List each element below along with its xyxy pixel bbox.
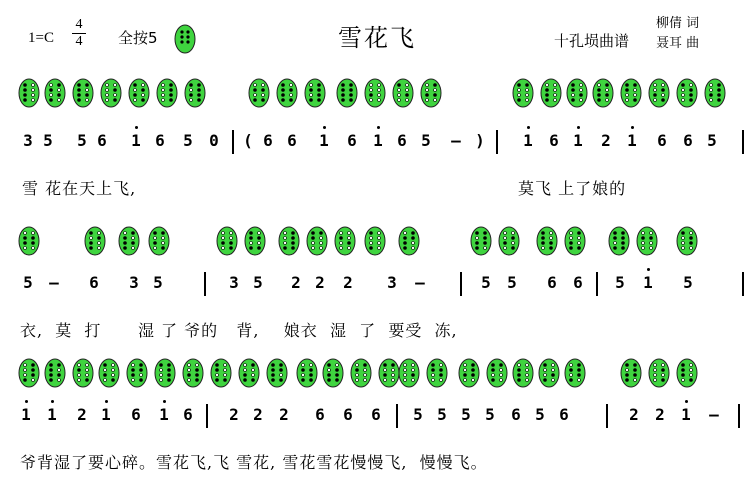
notes-row-1	[0, 130, 754, 156]
ocarina-fingering-icon	[592, 78, 614, 108]
note: 5	[77, 131, 87, 150]
bar-line	[606, 404, 608, 428]
note: 6	[397, 131, 407, 150]
note: 6	[315, 405, 325, 424]
ocarina-fingering-icon	[18, 78, 40, 108]
ocarina-fingering-icon	[98, 358, 120, 388]
note: 3	[229, 273, 239, 292]
note: 6	[683, 131, 693, 150]
note: 5	[707, 131, 717, 150]
note: 2	[343, 273, 353, 292]
note: 5	[461, 405, 471, 424]
note: –	[49, 273, 59, 292]
ocarina-fingering-icon	[648, 358, 670, 388]
ocarina-fingering-icon	[126, 358, 148, 388]
note: 6	[89, 273, 99, 292]
ocarina-fingering-icon	[486, 358, 508, 388]
note: –	[709, 405, 719, 424]
note: 1	[678, 404, 694, 426]
ocarina-fingering-icon	[566, 78, 588, 108]
ocarina-fingering-icon	[18, 226, 40, 256]
ocarina-fingering-icon	[350, 358, 372, 388]
page-title: 雪花飞	[338, 24, 416, 52]
note: 6	[547, 273, 557, 292]
note: 2	[315, 273, 325, 292]
ocarina-fingering-icon	[248, 78, 270, 108]
ocarina-fingering-icon	[278, 226, 300, 256]
bar-line	[206, 404, 208, 428]
ocarina-fingering-icon	[84, 226, 106, 256]
note: 6	[97, 131, 107, 150]
lyrics-row-3: 爷背湿了要心碎。雪花飞,飞 雪花, 雪花雪花慢慢飞, 慢慢飞。	[20, 453, 488, 472]
ocarina-row-3	[0, 356, 754, 390]
note: –	[415, 273, 425, 292]
ocarina-fingering-icon	[304, 78, 326, 108]
note: 6	[287, 131, 297, 150]
note: 5	[253, 273, 263, 292]
ocarina-fingering-icon	[44, 358, 66, 388]
lyrics-row-1b: 莫飞 上了娘的	[518, 179, 627, 198]
ocarina-fingering-icon	[458, 358, 480, 388]
note: 5	[413, 405, 423, 424]
ocarina-fingering-icon	[322, 358, 344, 388]
ocarina-fingering-icon	[540, 78, 562, 108]
lyricist: 柳倩 词	[656, 16, 700, 31]
ocarina-fingering-icon	[156, 78, 178, 108]
bar-line	[738, 404, 740, 428]
note: 5	[43, 131, 53, 150]
note: 2	[229, 405, 239, 424]
ocarina-fingering-icon	[608, 226, 630, 256]
ocarina-fingering-icon	[182, 358, 204, 388]
bar-line	[742, 272, 744, 296]
note: 3	[23, 131, 33, 150]
note: 1	[156, 404, 172, 426]
note: 1	[520, 130, 536, 152]
ocarina-fingering-icon	[336, 78, 358, 108]
ocarina-row-1	[0, 76, 754, 110]
ocarina-fingering-icon	[72, 358, 94, 388]
notes-row-2	[0, 272, 754, 298]
note: 0	[209, 131, 219, 150]
bar-line	[496, 130, 498, 154]
note: 5	[615, 273, 625, 292]
ocarina-fingering-icon	[184, 78, 206, 108]
ocarina-fingering-icon	[512, 78, 534, 108]
note: 6	[263, 131, 273, 150]
composer: 聂耳 曲	[656, 36, 700, 51]
ocarina-fingering-icon	[210, 358, 232, 388]
ocarina-fingering-icon	[426, 358, 448, 388]
note: 5	[23, 273, 33, 292]
ocarina-fingering-icon	[512, 358, 534, 388]
ocarina-fingering-icon	[470, 226, 492, 256]
note: 1	[18, 404, 34, 426]
notes-row-3	[0, 404, 754, 430]
ocarina-fingering-icon	[676, 358, 698, 388]
credits	[656, 14, 699, 54]
note: 5	[153, 273, 163, 292]
ocarina-fingering-icon	[238, 358, 260, 388]
bar-line	[204, 272, 206, 296]
fingering-note: 全按5	[118, 29, 158, 47]
note: 1	[640, 272, 656, 294]
note: 6	[573, 273, 583, 292]
note: 5	[535, 405, 545, 424]
note: 5	[507, 273, 517, 292]
note: 1	[624, 130, 640, 152]
note: 2	[291, 273, 301, 292]
lyrics-row-2: 衣, 莫 打 湿 了 爷的 背, 娘衣 湿 了 要受 冻,	[20, 321, 458, 340]
bar-line	[460, 272, 462, 296]
ocarina-fingering-icon	[100, 78, 122, 108]
ocarina-fingering-icon	[148, 226, 170, 256]
time-signature-top: 4	[75, 17, 83, 32]
note: 5	[485, 405, 495, 424]
note: 6	[549, 131, 559, 150]
note: 3	[129, 273, 139, 292]
note: 6	[343, 405, 353, 424]
ocarina-fingering-icon	[128, 78, 150, 108]
ocarina-fingering-icon	[296, 358, 318, 388]
note: 6	[657, 131, 667, 150]
ocarina-fingering-icon	[118, 226, 140, 256]
ocarina-fingering-icon	[676, 226, 698, 256]
ocarina-fingering-icon	[392, 78, 414, 108]
ocarina-fingering-icon	[154, 358, 176, 388]
note: 5	[683, 273, 693, 292]
note: 1	[570, 130, 586, 152]
note: 1	[128, 130, 144, 152]
note: 5	[183, 131, 193, 150]
ocarina-fingering-icon	[538, 358, 560, 388]
note: 6	[347, 131, 357, 150]
note: 2	[279, 405, 289, 424]
note: 2	[601, 131, 611, 150]
note: 6	[559, 405, 569, 424]
ocarina-fingering-icon	[216, 226, 238, 256]
ocarina-fingering-icon	[564, 226, 586, 256]
note: 1	[370, 130, 386, 152]
ocarina-fingering-icon	[398, 358, 420, 388]
note: 1	[44, 404, 60, 426]
ocarina-fingering-icon	[244, 226, 266, 256]
key-signature: 1=C	[28, 30, 54, 46]
ocarina-fingering-icon	[306, 226, 328, 256]
note: 5	[421, 131, 431, 150]
note: 1	[316, 130, 332, 152]
note: 5	[481, 273, 491, 292]
ocarina-fingering-icon	[648, 78, 670, 108]
ocarina-fingering-icon	[334, 226, 356, 256]
ocarina-fingering-icon	[72, 78, 94, 108]
instrument-label: 十孔埙曲谱	[554, 32, 630, 50]
ocarina-fingering-icon	[398, 226, 420, 256]
note: 6	[183, 405, 193, 424]
ocarina-fingering-icon	[378, 358, 400, 388]
time-signature-bottom: 4	[75, 34, 83, 49]
bar-line	[232, 130, 234, 154]
ocarina-row-2	[0, 224, 754, 258]
note: 5	[437, 405, 447, 424]
ocarina-fingering-icon	[620, 78, 642, 108]
note: 6	[155, 131, 165, 150]
ocarina-fingering-icon	[704, 78, 726, 108]
ocarina-fingering-icon	[420, 78, 442, 108]
lyrics-row-1a: 雪 花在天上飞,	[22, 179, 137, 198]
ocarina-fingering-icon	[44, 78, 66, 108]
ocarina-fingering-icon	[676, 78, 698, 108]
ocarina-fingering-icon	[364, 226, 386, 256]
bar-line	[596, 272, 598, 296]
note: 6	[131, 405, 141, 424]
note: 6	[371, 405, 381, 424]
ocarina-fingering-icon	[498, 226, 520, 256]
ocarina-fingering-icon	[266, 358, 288, 388]
note: 2	[629, 405, 639, 424]
bar-line	[742, 130, 744, 154]
note: 2	[655, 405, 665, 424]
note: (	[243, 131, 253, 150]
ocarina-fingering-icon	[620, 358, 642, 388]
ocarina-fingering-icon	[636, 226, 658, 256]
note: 6	[511, 405, 521, 424]
ocarina-fingering-icon	[564, 358, 586, 388]
ocarina-fingering-icon	[18, 358, 40, 388]
ocarina-fingering-icon	[276, 78, 298, 108]
note: –	[451, 131, 461, 150]
note: 3	[387, 273, 397, 292]
ocarina-fingering-icon	[536, 226, 558, 256]
note: 2	[77, 405, 87, 424]
bar-line	[396, 404, 398, 428]
note: )	[475, 131, 485, 150]
note: 2	[253, 405, 263, 424]
note: 1	[98, 404, 114, 426]
ocarina-fingering-icon	[364, 78, 386, 108]
